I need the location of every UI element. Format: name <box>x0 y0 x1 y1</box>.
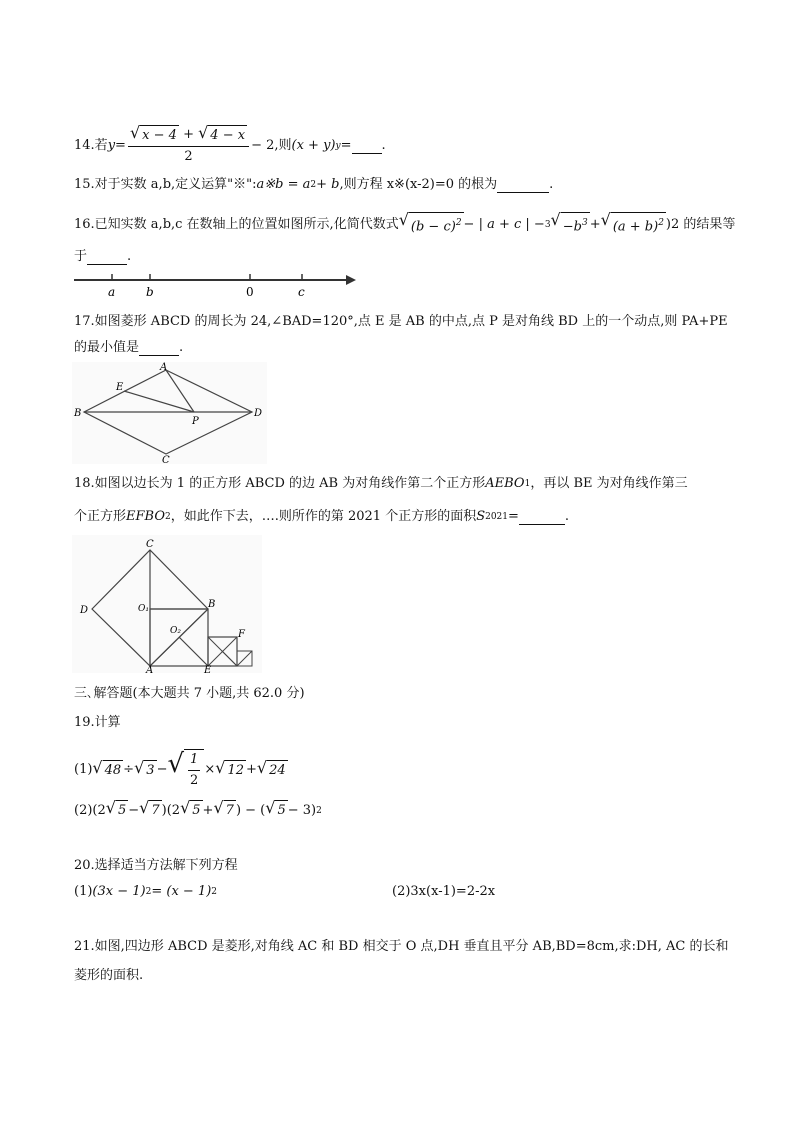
label-c: c <box>298 285 305 299</box>
q15-definition-2: + b <box>316 177 340 192</box>
label-A: A <box>160 362 168 373</box>
q19-part2-sqrt5c: 5 <box>275 800 287 821</box>
q16-cube: 3 <box>581 218 588 229</box>
q14-eq2: = <box>340 138 352 153</box>
q21-line-2: 菱形的面积. <box>74 968 144 983</box>
q18-square-3-sub: 2 <box>164 512 171 522</box>
q16-end: . <box>127 249 132 264</box>
q19-part1-sqrt-24: 24 <box>267 760 288 781</box>
q17-end: . <box>179 340 184 355</box>
label-O2: O₂ <box>170 626 181 636</box>
q19-part1-sqrt-48: 48 <box>103 760 124 781</box>
q17-line-2: 的最小值是 <box>74 340 140 355</box>
label-O1: O₁ <box>138 604 149 614</box>
q19-part1-label: (1) <box>74 762 93 777</box>
q16-middle: − | a + c | − <box>463 217 545 232</box>
question-18 <box>74 474 734 494</box>
label-C: C <box>146 539 154 550</box>
q19-part2-minus: − <box>128 802 140 818</box>
q16-radicand-1: (b − c) <box>410 219 456 235</box>
q16-plus: + <box>589 217 601 232</box>
question-21 <box>74 937 734 957</box>
q14-minus-2: − 2, <box>251 138 279 153</box>
q19-part2-open: (2 <box>92 802 106 818</box>
q19-title: 19.计算 <box>74 715 121 730</box>
label-F: F <box>238 629 245 640</box>
q18-line-1a: 18.如图以边长为 1 的正方形 ABCD 的边 AB 为对角线作第二个正方形 <box>74 476 486 491</box>
q19-part1-minus: − <box>156 762 168 777</box>
label-D: D <box>254 408 263 419</box>
q19-part1-plus: + <box>245 762 257 777</box>
q19-part1-times: × <box>204 762 216 777</box>
label-0: 0 <box>246 285 254 299</box>
question-19 <box>74 713 734 733</box>
label-A: A <box>146 665 154 673</box>
q16-line-2: 于 <box>74 249 88 264</box>
q16-square-1: 2 <box>455 218 462 229</box>
q20-part1-rhs: = (x − 1) <box>151 884 212 899</box>
rhombus-figure <box>72 362 267 464</box>
q14-eq: = <box>115 138 126 153</box>
q16-radicand-3: (a + b) <box>612 219 659 235</box>
q15-end: . <box>549 177 554 192</box>
q15-text-2: ,则方程 x※(x-2)=0 的根为 <box>339 177 498 192</box>
q18-line-2b: ，如此作下去，….则所作的第 2021 个正方形的面积 <box>170 509 477 524</box>
q20-title: 20.选择适当方法解下列方程 <box>74 858 238 873</box>
q16-square-3: 2 <box>658 218 664 229</box>
answer-blank[interactable] <box>139 341 179 356</box>
q20-part1-square-2: 2 <box>211 887 218 897</box>
question-17-line-2 <box>74 338 734 358</box>
q14-expr: (x + y) <box>291 138 336 153</box>
q19-part2-sqrt7: 7 <box>149 800 161 821</box>
q16-cuberoot-index: 3 <box>544 220 551 230</box>
question-15 <box>74 175 734 195</box>
q16-radicand-2: −b <box>562 219 582 235</box>
label-D: D <box>80 605 89 616</box>
q15-definition: a※b = a <box>256 177 311 192</box>
q14-end: . <box>381 138 386 153</box>
q14-then: 则 <box>278 138 292 153</box>
q14-radicand-1: x − 4 <box>140 125 179 146</box>
q19-part2-mid: )(2 <box>161 802 181 818</box>
q18-s: S <box>476 509 486 524</box>
label-B: B <box>208 599 216 610</box>
answer-blank[interactable] <box>87 250 127 265</box>
q19-part2-plus: + <box>202 802 214 818</box>
question-16: 16.已知实数 a,b,c 在数轴上的位置如图所示,化简代数式 √ $(b - c)^2$ − | a + c | − 3 √ $-b^3$ + √ $(a + b)^2$ )2 的结果等 <box>74 210 734 240</box>
q18-square-2-sub: 1 <box>524 479 531 489</box>
label-b: b <box>146 285 154 299</box>
question-17 <box>74 312 734 332</box>
q18-line-2a: 个正方形 <box>74 509 127 524</box>
section-3-heading <box>74 684 734 704</box>
q18-s-sub: 2021 <box>485 512 509 522</box>
q19-part1-sqrt-3: 3 <box>144 760 156 781</box>
q20-part1-square: 2 <box>145 887 152 897</box>
question-20 <box>74 856 734 876</box>
q16-tail: )2 的结果等 <box>665 217 736 232</box>
q19-part1-frac-den: 2 <box>190 773 199 788</box>
arrow-icon <box>346 275 356 285</box>
label-B: B <box>74 408 82 419</box>
q20-part1-lhs: (3x − 1) <box>92 884 146 899</box>
q14-fraction: √ x − 4 + √ 4 − x 2 <box>128 125 249 167</box>
q18-eq: = <box>508 509 519 524</box>
label-a: a <box>108 285 116 299</box>
answer-blank[interactable] <box>497 178 549 193</box>
q18-square-3: EFBO <box>126 509 165 524</box>
question-19-part-1: (1) √ 48 ÷ √ 3 − √ $\frac{1}{2}$ × √ 12 + √ 24 <box>74 752 734 788</box>
q14-plus: + <box>183 127 199 142</box>
question-21-line-2 <box>74 966 734 986</box>
label-E: E <box>204 665 212 673</box>
q18-line-1b: ，再以 BE 为对角线作第三 <box>530 476 688 491</box>
q14-radicand-2: 4 − x <box>208 125 247 146</box>
question-16-line-2 <box>74 247 734 267</box>
section-3-title: 三､解答题(本大题共 7 小题,共 62.0 分) <box>74 686 305 701</box>
q18-end: . <box>564 509 570 524</box>
q19-part1-frac-num: 1 <box>188 750 200 771</box>
q15-square: 2 <box>310 180 317 190</box>
q19-part2-sqrt7b: 7 <box>224 800 236 821</box>
q16-text-1: 16.已知实数 a,b,c 在数轴上的位置如图所示,化简代数式 <box>74 217 399 232</box>
label-E: E <box>116 382 124 393</box>
question-18-line-2 <box>74 507 734 527</box>
q14-exponent: y <box>335 141 341 151</box>
q19-part2-sqrt5b: 5 <box>190 800 202 821</box>
question-14 <box>74 123 734 164</box>
number-line-figure <box>74 270 359 300</box>
label-C: C <box>162 455 170 464</box>
q19-part2-sqrt5: 5 <box>116 800 128 821</box>
q19-part2-square: 2 <box>316 805 322 816</box>
q14-prefix: 14.若 <box>74 138 108 153</box>
nested-squares-figure <box>72 535 262 673</box>
q18-square-2: AEBO <box>485 476 525 491</box>
q19-part1-sqrt-12: 12 <box>225 760 246 781</box>
q15-text-1: 15.对于实数 a,b,定义运算"※": <box>74 177 257 192</box>
q14-y: y <box>107 138 116 153</box>
q19-part1-div: ÷ <box>123 762 135 777</box>
q14-denominator: 2 <box>184 149 193 164</box>
answer-blank[interactable] <box>352 139 382 154</box>
q21-line-1: 21.如图,四边形 ABCD 是菱形,对角线 AC 和 BD 相交于 O 点,DH 垂直且平分 AB,BD=8cm,求:DH, AC 的长和 <box>74 939 729 954</box>
q20-part2: (2)3x(x-1)=2-2x <box>392 884 496 899</box>
q17-line-1: 17.如图菱形 ABCD 的周长为 24,∠BAD=120°,点 E 是 AB 的中点,点 P 是对角线 BD 上的一个动点,则 PA+PE <box>74 314 728 329</box>
label-P: P <box>192 416 199 427</box>
q20-part1-label: (1) <box>74 884 93 899</box>
question-20-parts <box>74 882 734 902</box>
question-19-part-2: (2) (2 √ 5 − √ 7 )(2 √ 5 + √ 7 ) − ( √ 5 − 3) 2 <box>74 800 734 821</box>
q19-part2-tail: − 3) <box>287 802 317 818</box>
q19-part2-label: (2) <box>74 802 93 818</box>
answer-blank[interactable] <box>519 510 565 525</box>
q19-part2-mid2: ) − ( <box>235 802 266 818</box>
